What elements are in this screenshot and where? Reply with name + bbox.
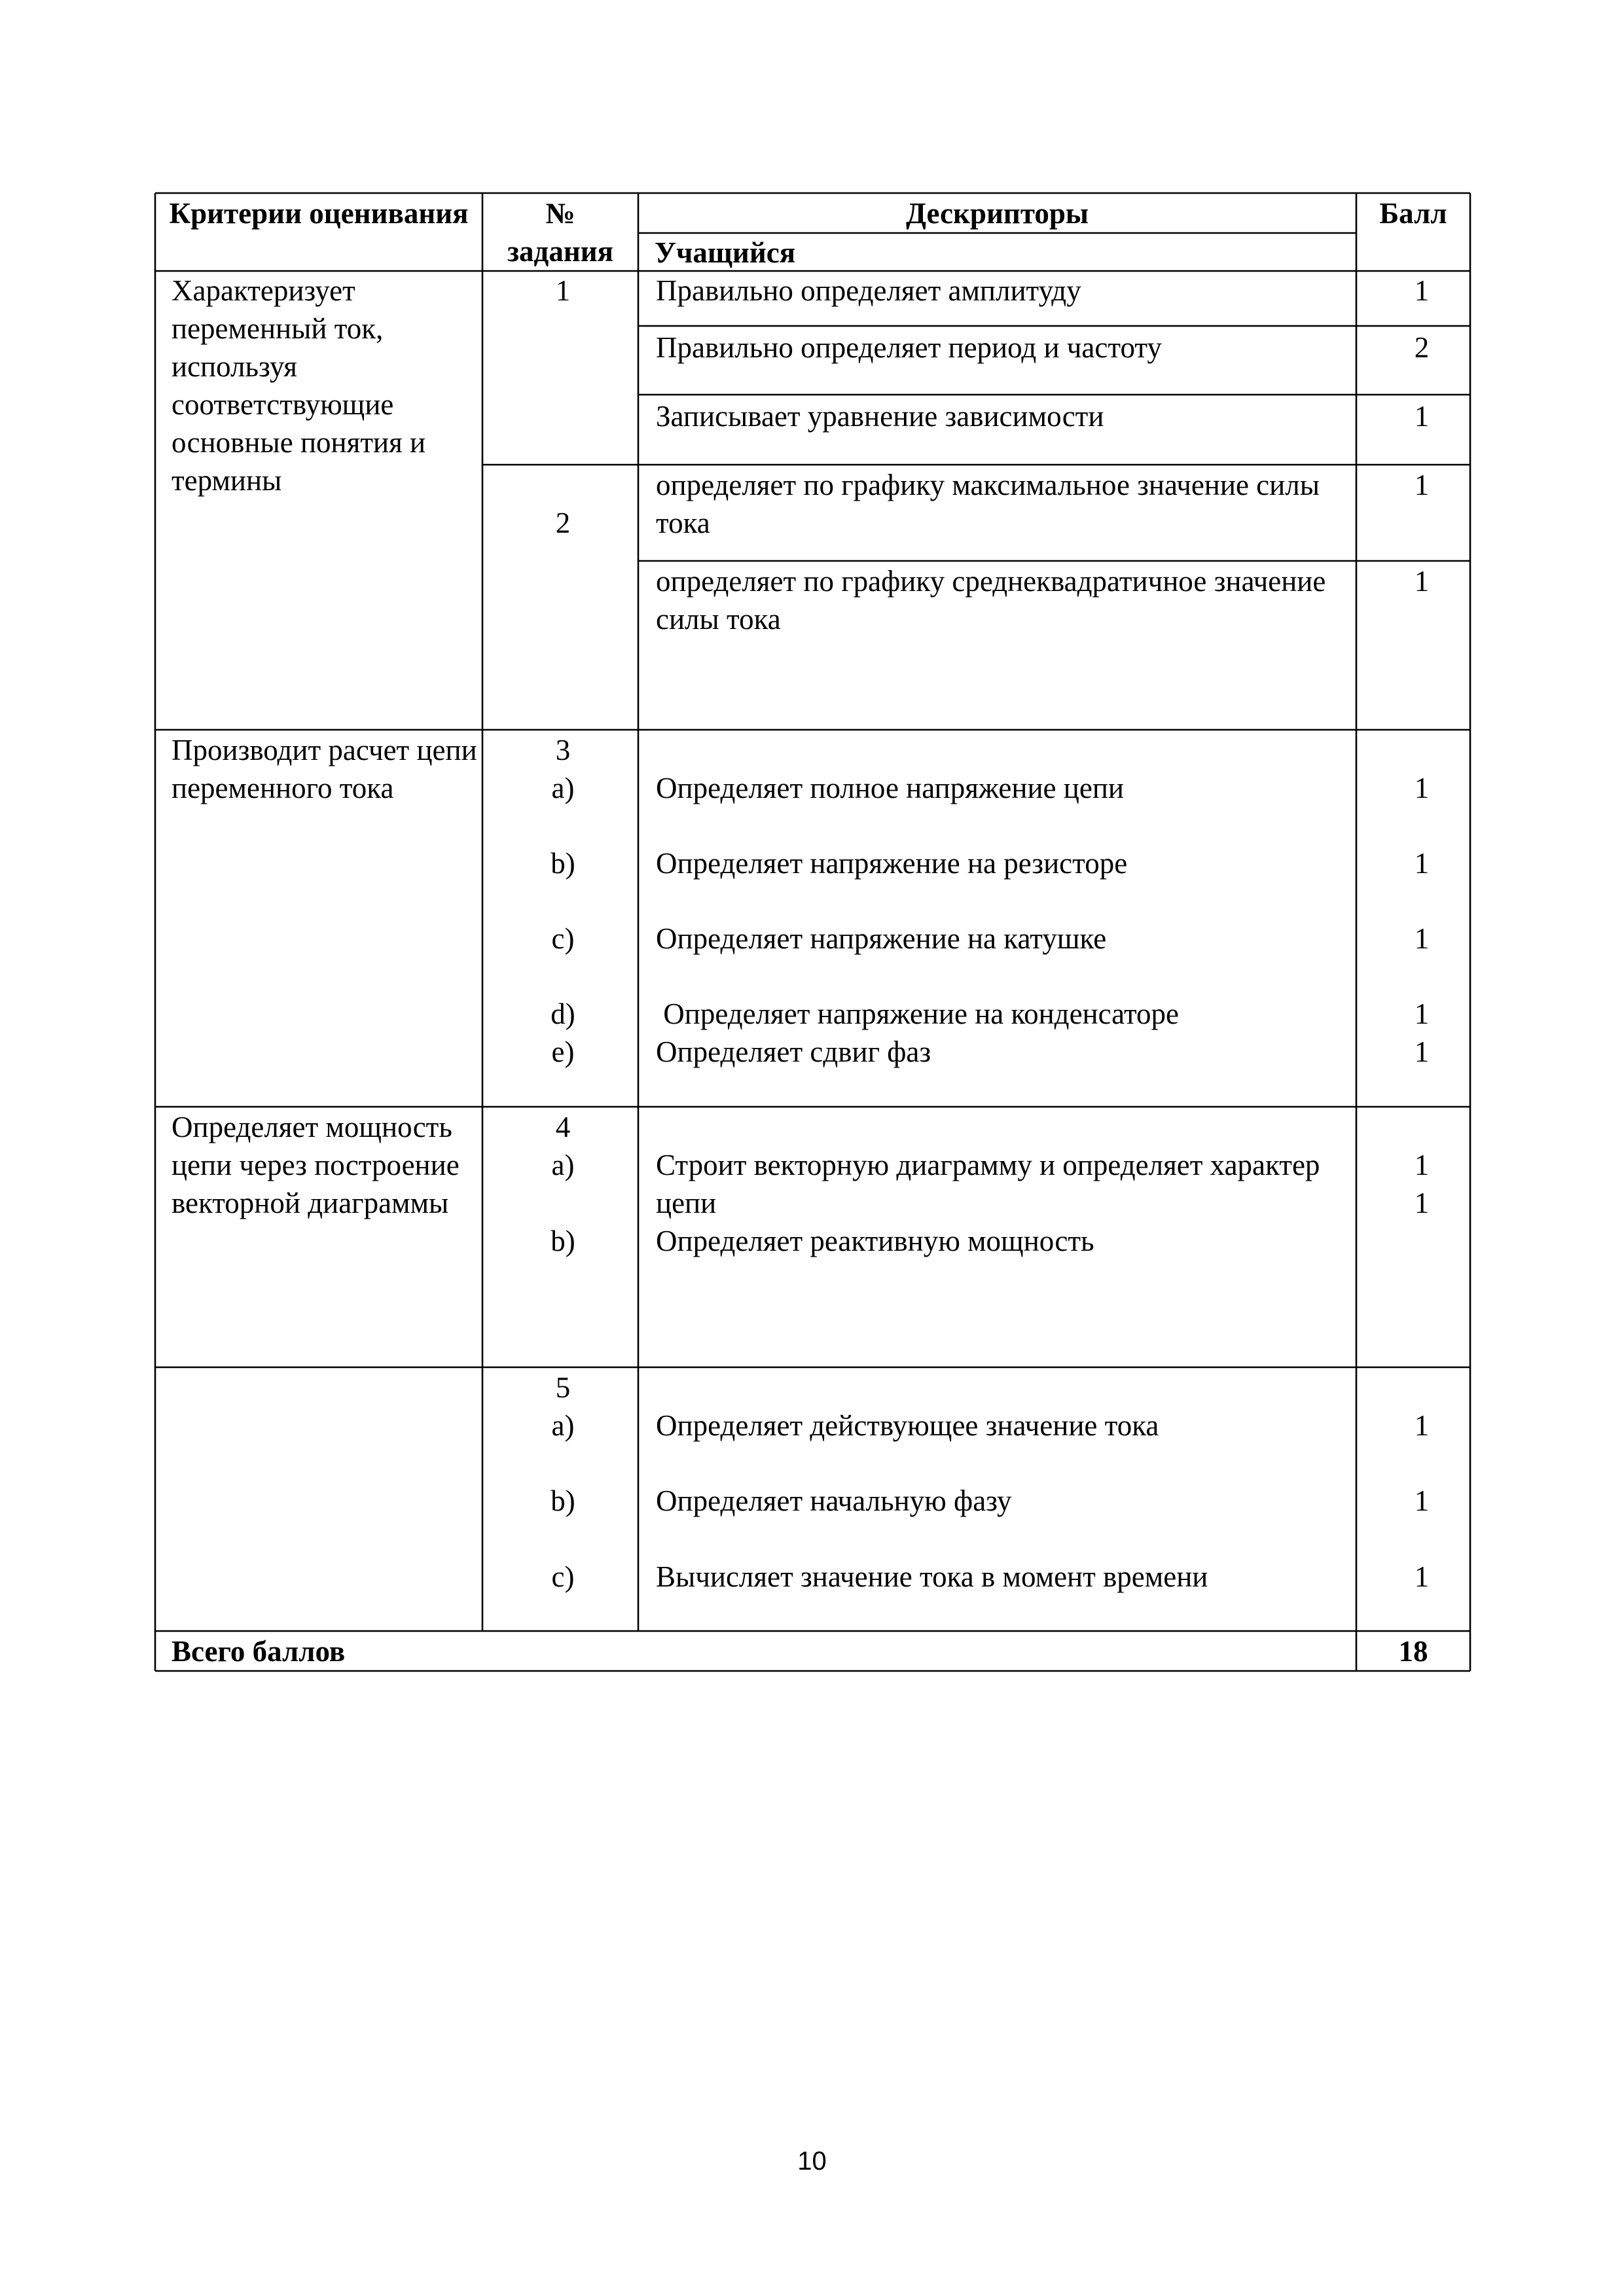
- points-cell: 1: [1414, 565, 1430, 598]
- points-cell: 1: [1414, 1035, 1430, 1068]
- subtask-label: a): [551, 1409, 575, 1442]
- criterion-1: Характеризует переменный ток, используя соответствующие основные понятия и термины: [171, 274, 426, 497]
- descriptor-cell: Определяет напряжение на конденсаторе: [656, 997, 1180, 1030]
- subtask-label: a): [551, 772, 575, 804]
- points-cell: 1: [1414, 400, 1430, 433]
- subtask-label: c): [551, 922, 575, 955]
- total-label: Всего баллов: [171, 1635, 346, 1668]
- task-number: 2: [555, 507, 571, 539]
- descriptor-cell: Записывает уравнение зависимости: [656, 400, 1104, 433]
- criterion-2: Производит расчет цепи переменного тока: [171, 734, 477, 804]
- descriptor-cell: Определяет напряжение на резисторе: [656, 847, 1128, 880]
- descriptor-cell: Определяет начальную фазу: [656, 1484, 1012, 1517]
- page-number: 10: [797, 2147, 827, 2176]
- descriptor-cell: Определяет реактивную мощность: [656, 1225, 1094, 1257]
- descriptor-cell: Правильно определяет период и частоту: [656, 331, 1162, 364]
- task-number: 3: [555, 734, 571, 766]
- criterion-3: Определяет мощность цепи через построение векторной диаграммы: [171, 1111, 460, 1219]
- subtask-label: d): [550, 997, 575, 1030]
- task-number: 1: [555, 274, 571, 307]
- points-cell: 1: [1414, 1409, 1430, 1442]
- subtask-label: e): [551, 1035, 575, 1068]
- points-cell: 1: [1414, 997, 1430, 1030]
- descriptor-cell: Определяет полное напряжение цепи: [656, 772, 1124, 804]
- subtask-label: b): [550, 1484, 575, 1517]
- points-cell: 1: [1414, 469, 1430, 501]
- subtask-label: a): [551, 1149, 575, 1181]
- descriptor-cell: Правильно определяет амплитуду: [656, 274, 1081, 307]
- points-cell: 1: [1414, 847, 1430, 880]
- points-cell: 1: [1414, 922, 1430, 955]
- header-descriptors: Дескрипторы: [906, 197, 1089, 230]
- header-points: Балл: [1379, 197, 1447, 230]
- points-cell: 1: [1414, 1149, 1430, 1181]
- descriptor-cell: определяет по графику среднеквадратичное значение силы тока: [656, 565, 1326, 636]
- points-cell: 1: [1414, 772, 1430, 804]
- subtask-label: b): [550, 1225, 575, 1257]
- points-cell: 1: [1414, 1187, 1430, 1219]
- header-criteria: Критерии оценивания: [169, 197, 469, 230]
- descriptor-cell: Вычисляет значение тока в момент времени: [656, 1560, 1208, 1593]
- descriptor-cell: определяет по графику максимальное значение силы тока: [656, 469, 1320, 539]
- subtask-label: c): [551, 1560, 575, 1593]
- points-cell: 1: [1414, 1560, 1430, 1593]
- descriptor-cell: Определяет напряжение на катушке: [656, 922, 1107, 955]
- header-task-number-sign: №: [545, 197, 575, 230]
- header-student: Учащийся: [655, 236, 796, 269]
- task-number: 4: [555, 1111, 571, 1143]
- points-cell: 1: [1414, 1484, 1430, 1517]
- descriptor-cell: Строит векторную диаграмму и определяет характер цепи: [656, 1149, 1320, 1219]
- task-number: 5: [555, 1371, 571, 1404]
- header-task-number-label: задания: [507, 235, 614, 268]
- points-cell: 1: [1414, 274, 1430, 307]
- total-points: 18: [1398, 1635, 1428, 1668]
- points-cell: 2: [1414, 331, 1430, 364]
- descriptor-cell: Определяет действующее значение тока: [656, 1409, 1159, 1442]
- descriptor-cell: Определяет сдвиг фаз: [656, 1035, 931, 1068]
- subtask-label: b): [550, 847, 575, 880]
